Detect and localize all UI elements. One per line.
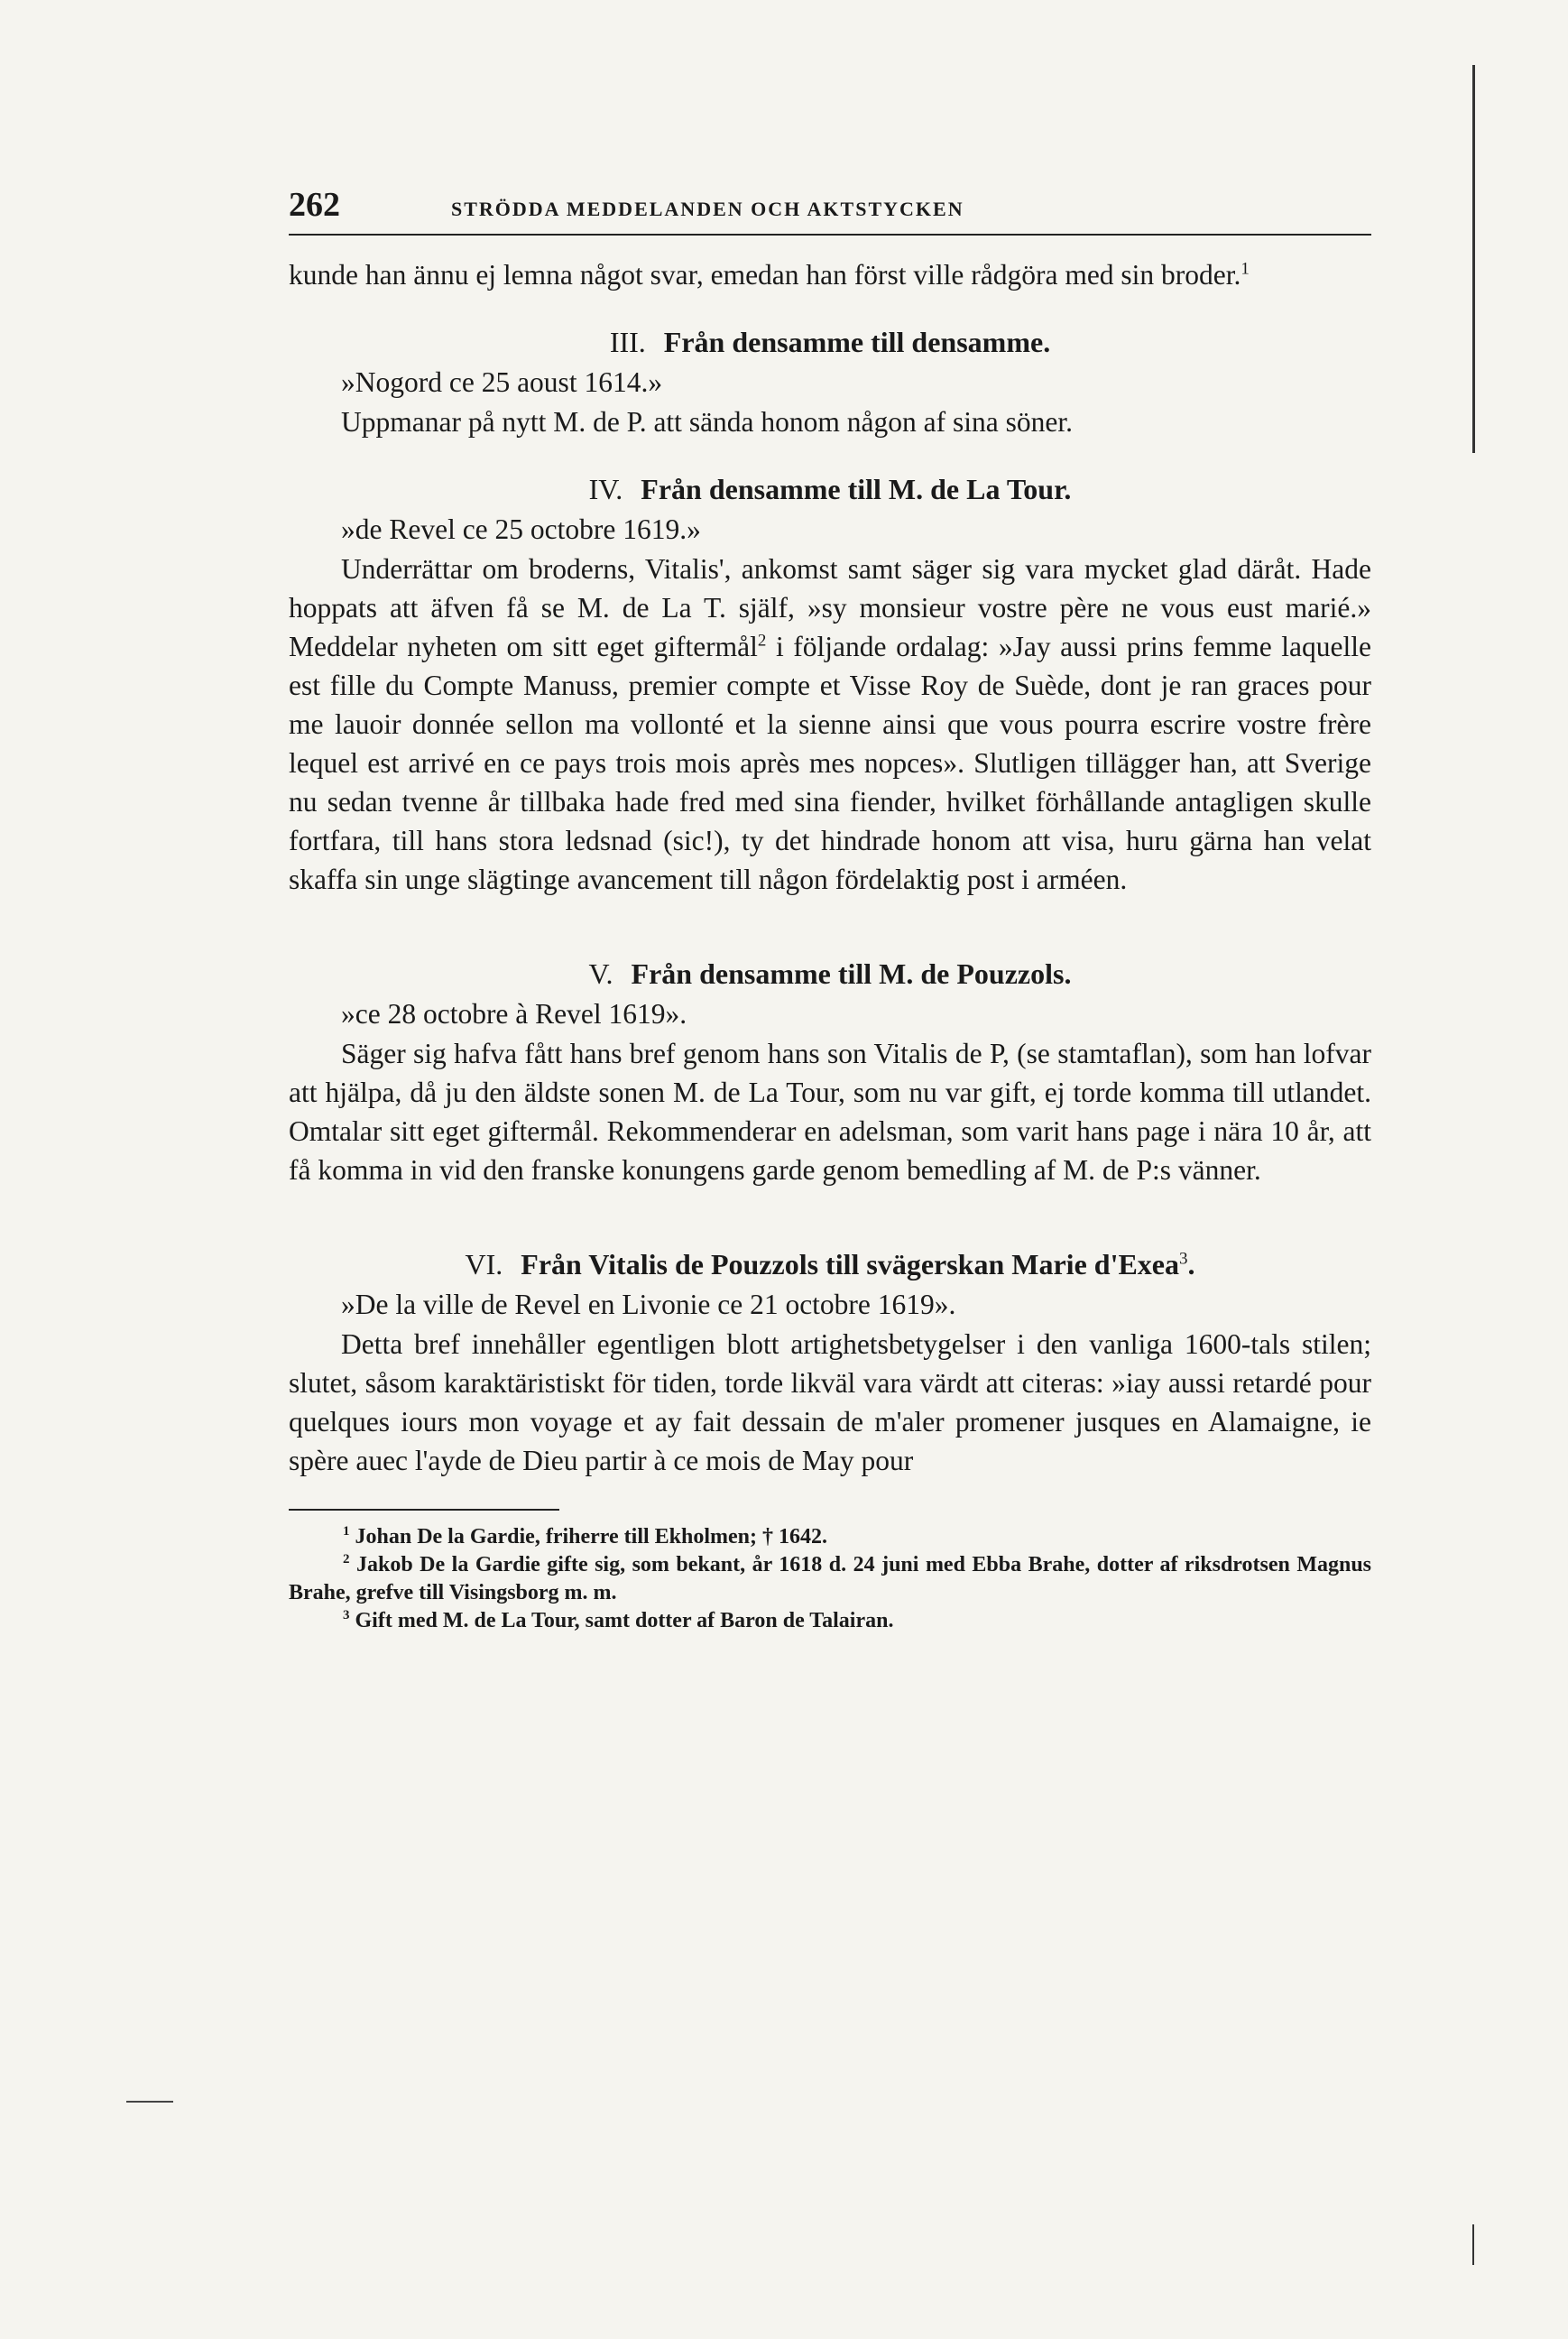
section-heading-4 [289, 468, 1371, 510]
footnote: $^3$ Gift med M. de La Tour, samt dotter af Baron de Talairan. [343, 1608, 894, 1632]
dateline: »ce 28 octobre à Revel 1619». [341, 998, 687, 1030]
dateline: »Nogord ce 25 aoust 1614.» [341, 366, 663, 398]
section-numeral: V. [588, 957, 613, 990]
section-heading-5 [289, 953, 1371, 994]
section-body: Uppmanar på nytt M. de P. att sända honom någon af sina söner. [341, 406, 1073, 438]
page-header [289, 185, 1371, 236]
section-body: Säger sig hafva fått hans bref genom hans son Vitalis de P, (se stamtaflan), som han lofvar att hjälpa, då ju den äldste sonen M. de La Tour, som nu var gift, ej torde komma till utlandet. Omtalar sitt eget giftermål. Rekommenderar en adelsman, som varit hans page i nära 10 år, att få komma in vid den franske konungens garde genom bemedling af M. de P:s vänner. [289, 1038, 1371, 1186]
footnote: $^1$ Johan De la Gardie, friherre till Ekholmen; † 1642. [343, 1524, 828, 1549]
footnote: $^2$ Jakob De la Gardie gifte sig, som bekant, år 1618 d. 24 juni med Ebba Brahe, dotter af riksdrotsen Magnus Brahe, grefve till Visingsborg m. m. [289, 1552, 1372, 1604]
footnote-ref[interactable]: 2 [757, 631, 767, 651]
section-numeral: VI. [465, 1248, 503, 1280]
footnote-ref[interactable]: 3 [1179, 1249, 1188, 1269]
intro-paragraph: kunde han ännu ej lemna något svar, emedan han först ville rådgöra med sin broder.$^1$ [289, 259, 1250, 291]
page-edge-line [1472, 65, 1475, 453]
section-heading-3 [289, 321, 1371, 363]
section-title: Från densamme till densamme. [663, 326, 1051, 358]
running-title: STRÖDDA MEDDELANDEN OCH AKTSTYCKEN [451, 198, 964, 220]
section-numeral: III. [609, 326, 646, 358]
section-numeral: IV. [588, 473, 623, 505]
section-body: Underrättar om broderns, Vitalis', ankomst samt säger sig vara mycket glad däråt. Hade hoppats att äfven få se M. de La T. själf, »sy monsieur vostre père ne vous eust marié.» Meddelar nyheten om sitt eget giftermål$^2$ i följande ordalag: »Jay aussi prins femme laquelle est fille du Compte Manuss, premier compte et Visse Roy de Suède, dont je ran graces pour me lauoir donnée sellon ma vollonté et la sienne ainsi que vous pourra escrire vostre frère lequel est arrivé en ce pays trois mois après mes nopces». Slutligen tillägger han, att Sverige nu sedan tvenne år tillbaka hade fred med sina fiender, hvilket förhållande antagligen skulle fortfara, till hans stora ledsnad (sic!), ty det hindrade honom att visa, huru gärna han velat skaffa sin unge slägtinge avancement till någon fördelaktig post i arméen. [289, 553, 1371, 895]
section-title: Från Vitalis de Pouzzols till svägerskan Marie d'Exea [521, 1248, 1179, 1280]
dateline: »De la ville de Revel en Livonie ce 21 octobre 1619». [341, 1289, 956, 1320]
section-body: Detta bref innehåller egentligen blott artighetsbetygelser i den vanliga 1600-tals stilen; slutet, såsom karaktäristiskt för tiden, torde likväl vara värdt att citeras: »iay aussi retardé pour quelques iours mon voyage et ay fait dessain de m'aler promener jusques en Alamaigne, ie spère auec l'ayde de Dieu partir à ce mois de May pour [289, 1328, 1371, 1476]
page-number: 262 [289, 186, 340, 224]
margin-dash [126, 2101, 173, 2103]
section-title: Från densamme till M. de La Tour. [641, 473, 1072, 505]
section-title: Från densamme till M. de Pouzzols. [631, 957, 1072, 990]
page-edge-tick [1472, 2224, 1474, 2265]
dateline: »de Revel ce 25 octobre 1619.» [341, 513, 701, 545]
section-heading-6: VI. Från Vitalis de Pouzzols till svägerskan Marie d'Exea$^3$. [465, 1248, 1195, 1280]
footnote-rule [289, 1509, 559, 1511]
page [289, 185, 1371, 1635]
footnote-ref[interactable]: 1 [1241, 259, 1250, 279]
